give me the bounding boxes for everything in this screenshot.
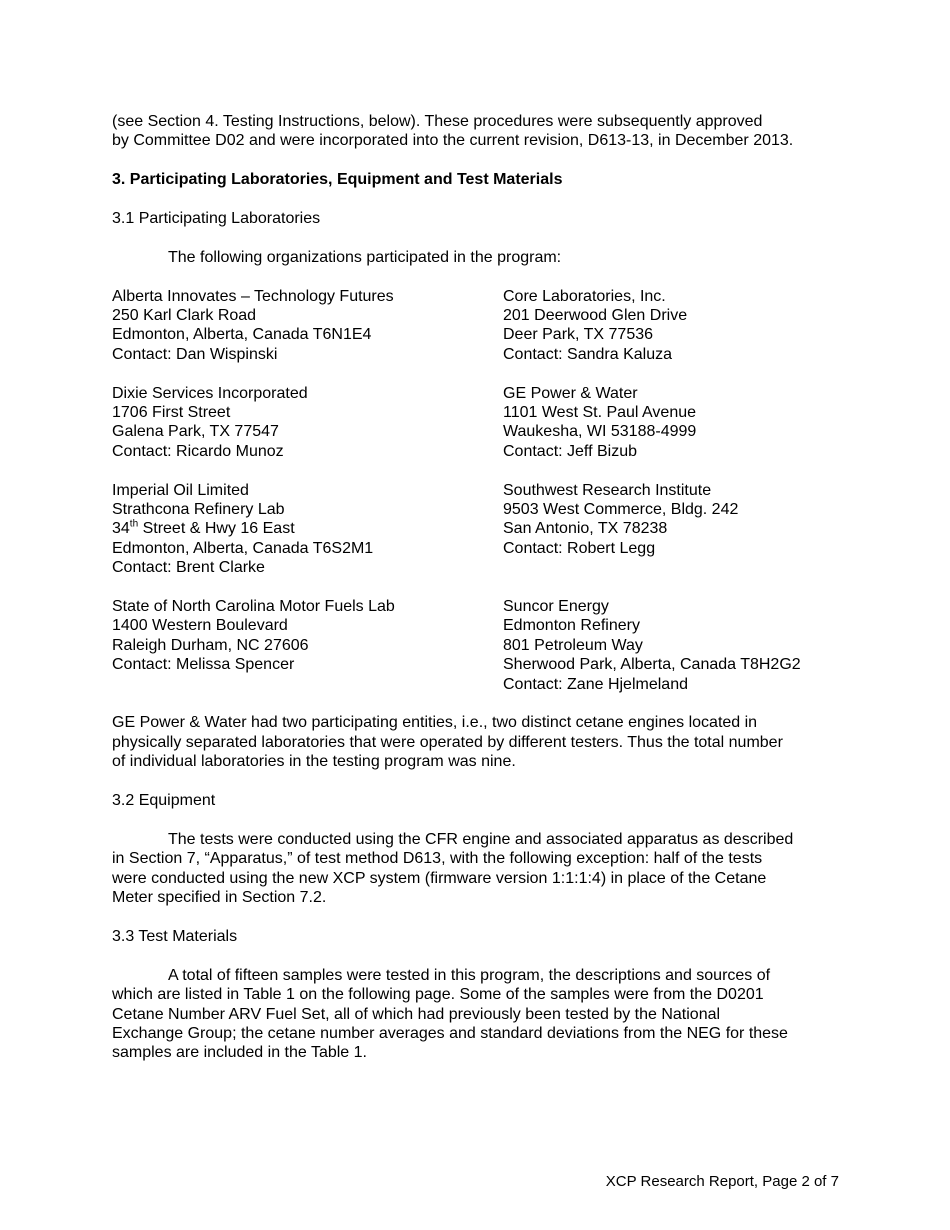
org-imperial-oil: [112, 481, 503, 578]
org-contact: Contact: Ricardo Munoz: [112, 442, 284, 460]
page-footer: XCP Research Report, Page 2 of 7: [605, 1173, 839, 1190]
organizations-list: [112, 287, 842, 694]
org-address: 1400 Western Boulevard: [112, 617, 288, 635]
org-contact: Contact: Dan Wispinski: [112, 345, 278, 363]
org-address: Galena Park, TX 77547: [112, 423, 279, 441]
org-name: Imperial Oil Limited: [112, 481, 249, 499]
paragraph-line: The tests were conducted using the CFR engine and associated apparatus as described: [168, 830, 794, 848]
intro-line: (see Section 4. Testing Instructions, below). These procedures were subsequently approved: [112, 113, 763, 130]
paragraph-line: of individual laboratories in the testing program was nine.: [112, 753, 516, 771]
org-name: State of North Carolina Motor Fuels Lab: [112, 598, 395, 616]
section-3-3-heading: 3.3 Test Materials: [112, 927, 238, 945]
section-3-1-intro: The following organizations participated in the program:: [168, 248, 562, 266]
org-address: 9503 West Commerce, Bldg. 242: [503, 501, 739, 519]
org-name: GE Power & Water: [503, 384, 638, 402]
org-address: [112, 519, 503, 538]
section-3-1-heading: 3.1 Participating Laboratories: [112, 210, 321, 227]
org-dixie-services: [112, 384, 503, 462]
paragraph-line: physically separated laboratories that were operated by different testers. Thus the total number: [112, 733, 783, 751]
test-materials-paragraph: [112, 966, 842, 1063]
org-address: 1706 First Street: [112, 404, 231, 422]
org-address: 801 Petroleum Way: [503, 636, 643, 654]
street-number: 34: [112, 520, 130, 538]
section-3-2-heading: 3.2 Equipment: [112, 792, 216, 810]
org-ge-power-water: [503, 384, 842, 462]
org-name: Alberta Innovates – Technology Futures: [112, 287, 394, 305]
org-address: Raleigh Durham, NC 27606: [112, 636, 309, 654]
org-southwest-research: [503, 481, 842, 578]
org-contact: Contact: Zane Hjelmeland: [503, 675, 688, 693]
section-3-heading: 3. Participating Laboratories, Equipment and Test Materials: [112, 171, 563, 189]
intro-line: by Committee D02 and were incorporated into the current revision, D613-13, in December 2013.: [112, 132, 794, 150]
org-address: Deer Park, TX 77536: [503, 326, 654, 344]
org-alberta-innovates: [112, 287, 503, 365]
document-page: [112, 112, 842, 1063]
org-contact: Contact: Brent Clarke: [112, 559, 265, 577]
org-nc-motor-fuels-lab: [112, 597, 503, 694]
org-address: 1101 West St. Paul Avenue: [503, 404, 697, 422]
street-name: Street & Hwy 16 East: [138, 520, 295, 538]
org-suncor-energy: [503, 597, 842, 694]
org-address: Sherwood Park, Alberta, Canada T8H2G2: [503, 656, 801, 674]
paragraph-line: samples are included in the Table 1.: [112, 1044, 367, 1062]
intro-paragraph: [112, 112, 842, 151]
org-name: Southwest Research Institute: [503, 481, 712, 499]
org-name: Suncor Energy: [503, 598, 609, 616]
org-contact: Contact: Robert Legg: [503, 539, 656, 557]
paragraph-line: were conducted using the new XCP system (firmware version 1:1:1:4) in place of the Cetane: [112, 869, 767, 887]
paragraph-line: Cetane Number ARV Fuel Set, all of which had previously been tested by the National: [112, 1005, 721, 1023]
paragraph-line: Meter specified in Section 7.2.: [112, 889, 327, 907]
org-core-laboratories: [503, 287, 842, 365]
org-address: 250 Karl Clark Road: [112, 307, 257, 324]
org-contact: Contact: Jeff Bizub: [503, 442, 637, 460]
org-address: San Antonio, TX 78238: [503, 520, 668, 538]
paragraph-line: in Section 7, “Apparatus,” of test method D613, with the following exception: half of the tests: [112, 850, 763, 868]
paragraph-line: A total of fifteen samples were tested in this program, the descriptions and sources of: [168, 966, 771, 984]
org-address: 201 Deerwood Glen Drive: [503, 307, 688, 324]
equipment-paragraph: [112, 830, 842, 908]
org-name: Core Laboratories, Inc.: [503, 287, 666, 305]
org-address: Edmonton, Alberta, Canada T6S2M1: [112, 539, 374, 557]
ordinal-suffix: th: [129, 519, 139, 531]
org-name: Dixie Services Incorporated: [112, 384, 308, 402]
paragraph-line: GE Power & Water had two participating entities, i.e., two distinct cetane engines located in: [112, 714, 758, 732]
org-address: Waukesha, WI 53188-4999: [503, 423, 697, 441]
org-address: Edmonton, Alberta, Canada T6N1E4: [112, 326, 372, 344]
org-contact: Contact: Melissa Spencer: [112, 656, 295, 674]
org-contact: Contact: Sandra Kaluza: [503, 345, 672, 363]
ge-note-paragraph: [112, 713, 842, 771]
paragraph-line: which are listed in Table 1 on the following page. Some of the samples were from the D0201: [112, 986, 764, 1004]
org-address: Edmonton Refinery: [503, 617, 640, 635]
org-address: Strathcona Refinery Lab: [112, 501, 285, 519]
paragraph-line: Exchange Group; the cetane number averages and standard deviations from the NEG for these: [112, 1024, 788, 1042]
